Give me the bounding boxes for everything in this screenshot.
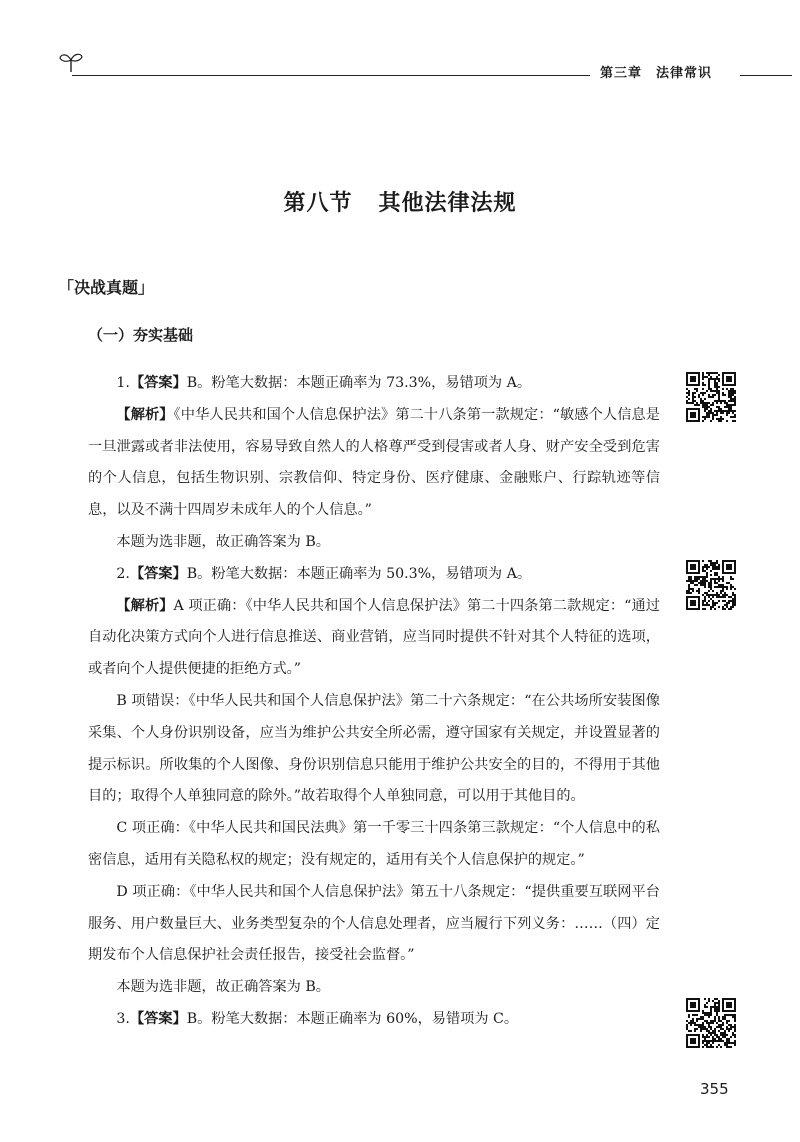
sprout-icon [58, 50, 84, 74]
section-name: 其他法律法规 [378, 191, 517, 216]
section-title [0, 186, 800, 217]
q2-analysis-b: B 项错误：《中华人民共和国个人信息保护法》第二十六条规定：“在公共场所安装图像采集、个人身份识别设备，应当为维护公共安全所必需，遵守国家有关规定，并设置显著的提示标识。所收集的个人图像、身份识别信息只能用于维护公共安全的目的，不得用于其他目的；取得个人单独同意的除外。”故若取得个人单独同意，可以用于其他目的。 [88, 692, 660, 805]
subhead-text: 决战真题 [74, 278, 139, 297]
running-header [600, 62, 712, 81]
analysis-tag: 【解析】 [116, 406, 174, 423]
chapter-title: 法律常识 [656, 66, 713, 81]
q1-answer: 1.【答案】B。粉笔大数据：本题正确率为 73.3%，易错项为 A。 [116, 375, 532, 391]
header-rule-right [740, 75, 792, 76]
q1-conclusion: 本题为选非题，故正确答案为 B。 [116, 533, 330, 550]
answer-tag: 【答案】 [129, 375, 187, 391]
header-rule-left [72, 75, 590, 76]
q2-analysis-c: C 项正确：《中华人民共和国民法典》第一千零三十四条第三款规定：“个人信息中的私密信息，适用有关隐私权的规定；没有规定的，适用有关个人信息保护的规定。” [88, 820, 660, 868]
qr-code-graphic [686, 372, 736, 422]
page-number: 355 [700, 1080, 729, 1098]
q2-conclusion: 本题为选非题，故正确答案为 B。 [116, 979, 330, 996]
q2-analysis-a: 【解析】A 项正确：《中华人民共和国个人信息保护法》第二十四条第二款规定：“通过自动化决策方式向个人进行信息推送、商业营销，应当同时提供不针对其个人特征的选项，或者向个人提供便捷的拒绝方式。” [88, 597, 660, 678]
qr-code-icon[interactable] [686, 372, 736, 422]
answer-tag: 【答案】 [129, 565, 187, 582]
subhead-bracket-open: 「 [58, 278, 75, 297]
q3-answer: 3.【答案】B。粉笔大数据：本题正确率为 60%，易错项为 C。 [116, 1010, 519, 1027]
analysis-tag: 【解析】 [116, 597, 174, 614]
part-heading: （一）夯实基础 [88, 326, 194, 344]
q2-analysis-d: D 项正确：《中华人民共和国个人信息保护法》第五十八条规定：“提供重要互联网平台服务、用户数量巨大、业务类型复杂的个人信息处理者，应当履行下列义务：……（四）定期发布个人信息保护社会责任报告，接受社会监督。” [88, 883, 660, 964]
qr-code-graphic [686, 998, 736, 1048]
answer-body [88, 368, 660, 1036]
q1-analysis: 【解析】《中华人民共和国个人信息保护法》第二十八条第一款规定：“敏感个人信息是一旦泄露或者非法使用，容易导致自然人的人格尊严受到侵害或者人身、财产安全受到危害的个人信息，包括生物识别、宗教信仰、特定身份、医疗健康、金融账户、行踪轨迹等信息，以及不满十四周岁未成年人的个人信息。” [88, 406, 660, 519]
section-number: 第八节 [283, 191, 353, 216]
subhead [58, 275, 154, 298]
qr-code-icon[interactable] [686, 560, 736, 610]
chapter-number: 第三章 [600, 66, 643, 81]
qr-code-icon[interactable] [686, 998, 736, 1048]
subhead-bracket-close: 」 [138, 278, 155, 297]
q2-answer: 2.【答案】B。粉笔大数据：本题正确率为 50.3%，易错项为 A。 [116, 565, 532, 582]
answer-tag: 【答案】 [129, 1010, 187, 1027]
qr-code-graphic [686, 560, 736, 610]
